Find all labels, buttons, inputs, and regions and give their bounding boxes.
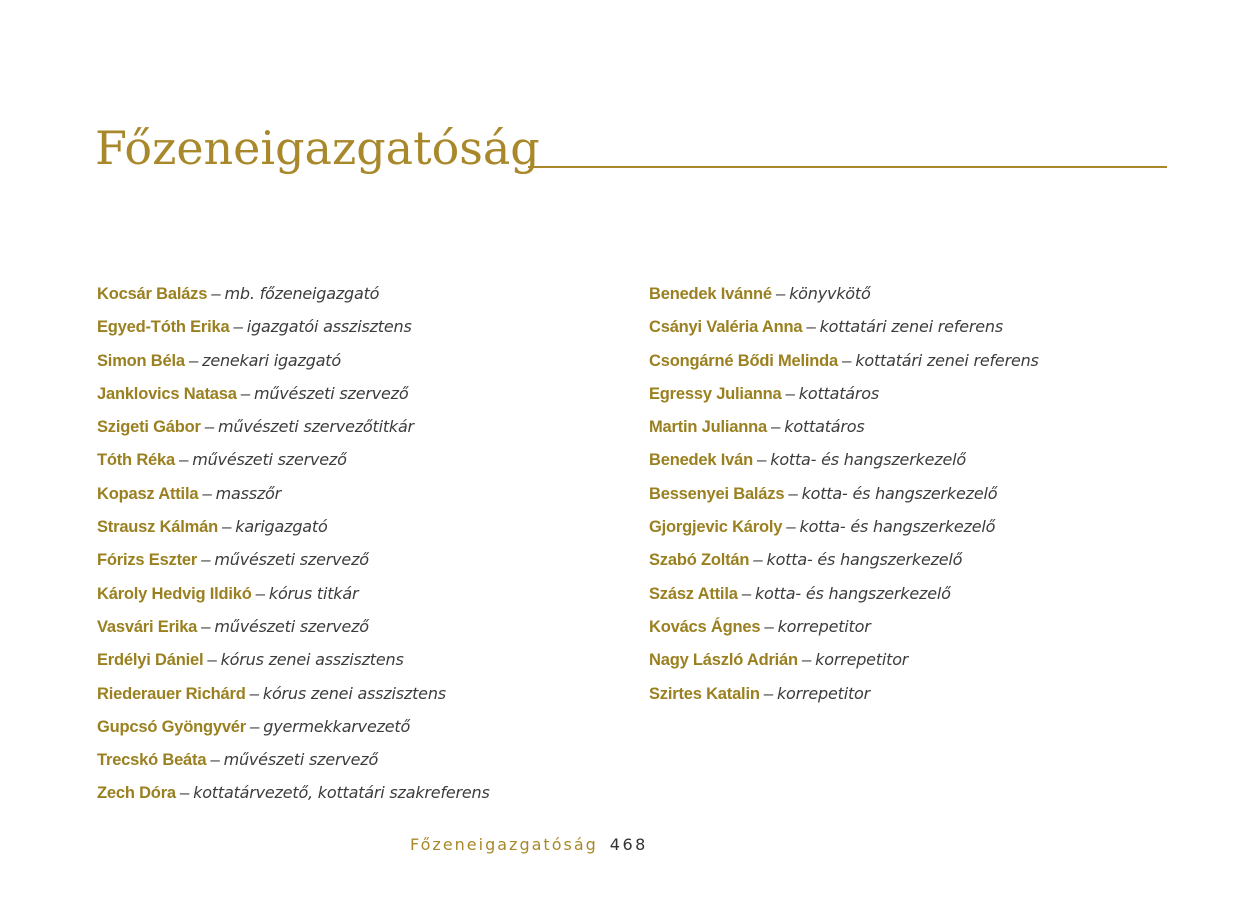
dash-separator: –	[202, 483, 212, 503]
staff-entry	[97, 380, 617, 413]
dash-separator: –	[240, 383, 250, 403]
staff-name: Csongárné Bődi Melinda	[649, 351, 839, 370]
staff-role: karigazgató	[235, 517, 328, 537]
staff-role: kórus zenei asszisztens	[220, 650, 404, 670]
dash-separator: –	[210, 750, 220, 770]
staff-role: kotta- és hangszerkezelő	[770, 450, 966, 470]
staff-entry	[97, 280, 617, 313]
staff-name: Tóth Réka	[97, 451, 175, 470]
staff-name: Szász Attila	[649, 584, 738, 603]
staff-role: korrepetitor	[777, 616, 871, 636]
staff-entry	[97, 413, 617, 446]
staff-name: Riederauer Richárd	[97, 684, 246, 703]
staff-entry	[97, 746, 617, 779]
staff-name: Trecskó Beáta	[97, 751, 207, 770]
staff-role: művészeti szervező	[192, 450, 347, 470]
staff-name: Gjorgjevic Károly	[649, 518, 783, 537]
dash-separator: –	[233, 317, 243, 337]
staff-entry	[649, 646, 1209, 679]
staff-role: korrepetitor	[815, 650, 909, 670]
staff-entry	[649, 580, 1209, 613]
staff-name: Kocsár Balázs	[97, 285, 208, 303]
staff-entry	[649, 546, 1209, 579]
footer-section-title: Főzeneigazgatóság	[410, 835, 598, 854]
staff-name: Erdélyi Dániel	[97, 651, 204, 670]
dash-separator: –	[801, 650, 812, 670]
staff-role: művészeti szervezőtitkár	[218, 417, 414, 437]
staff-role: kórus titkár	[268, 583, 359, 603]
staff-role: mb. főzeneigazgató	[224, 284, 380, 303]
staff-entry	[97, 480, 617, 513]
staff-entry	[97, 779, 617, 812]
staff-entry	[97, 513, 617, 546]
staff-name: Zech Dóra	[97, 784, 176, 803]
staff-entry	[97, 680, 617, 713]
dash-separator: –	[255, 583, 265, 603]
dash-separator: –	[806, 317, 816, 337]
staff-name: Benedek Ivánné	[649, 285, 772, 303]
staff-role: kotta- és hangszerkezelő	[766, 550, 963, 570]
staff-name: Egyed-Tóth Erika	[97, 318, 230, 337]
staff-role: zenekari igazgató	[202, 350, 341, 370]
dash-separator: –	[788, 483, 798, 503]
staff-entry	[97, 546, 617, 579]
staff-entry	[97, 713, 617, 746]
staff-role: művészeti szervező	[214, 550, 369, 570]
staff-role: kottatárvezető, kottatári szakreferens	[193, 783, 490, 803]
dash-separator: –	[786, 517, 796, 537]
staff-entry	[97, 613, 617, 646]
dash-separator: –	[842, 350, 852, 370]
page-number: 468	[609, 835, 648, 854]
staff-name: Kovács Ágnes	[649, 617, 761, 636]
dash-separator: –	[250, 716, 260, 736]
staff-name: Fórizs Eszter	[97, 551, 198, 570]
staff-entry	[649, 480, 1209, 513]
staff-name: Martin Julianna	[649, 418, 768, 437]
staff-entry	[649, 680, 1209, 713]
dash-separator: –	[756, 450, 767, 470]
staff-entry	[97, 580, 617, 613]
staff-role: kotta- és hangszerkezelő	[801, 483, 998, 503]
staff-name: Gupcsó Gyöngyvér	[97, 717, 247, 736]
staff-entry	[97, 313, 617, 346]
staff-list-right	[649, 280, 1209, 713]
staff-entry	[97, 446, 617, 479]
dash-separator: –	[763, 683, 773, 703]
staff-entry	[97, 646, 617, 679]
staff-name: Nagy László Adrián	[649, 651, 798, 670]
dash-separator: –	[771, 417, 781, 437]
staff-entry	[649, 280, 1209, 313]
staff-role: kottatáros	[798, 383, 879, 403]
staff-role: kottatáros	[784, 417, 865, 437]
staff-role: művészeti szervező	[223, 750, 379, 770]
title-underline-rule	[528, 166, 1167, 168]
staff-role: igazgatói asszisztens	[246, 317, 412, 337]
staff-role: masszőr	[215, 483, 282, 503]
dash-separator: –	[741, 583, 751, 603]
staff-entry	[97, 347, 617, 380]
staff-entry	[649, 313, 1209, 346]
staff-name: Bessenyei Balázs	[649, 484, 785, 503]
staff-list-left	[97, 280, 617, 813]
staff-name: Károly Hedvig Ildikó	[97, 584, 252, 603]
dash-separator: –	[753, 550, 763, 570]
staff-name: Vasvári Erika	[97, 617, 198, 636]
staff-entry	[649, 380, 1209, 413]
staff-role: könyvkötő	[789, 284, 871, 303]
dash-separator: –	[249, 683, 259, 703]
dash-separator: –	[179, 783, 190, 803]
dash-separator: –	[178, 450, 189, 470]
staff-entry	[649, 513, 1209, 546]
dash-separator: –	[222, 517, 232, 537]
staff-role: kottatári zenei referens	[819, 317, 1003, 337]
staff-role: kotta- és hangszerkezelő	[799, 517, 996, 537]
dash-separator: –	[204, 417, 215, 437]
staff-role: kottatári zenei referens	[855, 350, 1039, 370]
staff-entry	[649, 347, 1209, 380]
staff-name: Csányi Valéria Anna	[649, 318, 803, 337]
staff-entry	[649, 446, 1209, 479]
staff-role: korrepetitor	[776, 683, 870, 703]
staff-entry	[649, 613, 1209, 646]
staff-name: Strausz Kálmán	[97, 518, 218, 537]
dash-separator: –	[207, 650, 217, 670]
staff-name: Szabó Zoltán	[649, 551, 750, 570]
staff-role: gyermekkarvezető	[263, 716, 411, 736]
page-title: Főzeneigazgatóság	[95, 121, 540, 175]
staff-entry	[649, 413, 1209, 446]
dash-separator: –	[775, 284, 786, 303]
staff-role: művészeti szervező	[253, 383, 409, 403]
dash-separator: –	[764, 616, 774, 636]
dash-separator: –	[785, 383, 795, 403]
staff-name: Benedek Iván	[649, 451, 753, 470]
page-footer	[410, 833, 648, 857]
staff-name: Szigeti Gábor	[97, 418, 201, 437]
dash-separator: –	[188, 350, 199, 370]
staff-role: művészeti szervező	[214, 616, 369, 636]
dash-separator: –	[201, 616, 211, 636]
staff-name: Szirtes Katalin	[649, 684, 760, 703]
staff-name: Kopasz Attila	[97, 484, 199, 503]
staff-name: Janklovics Natasa	[97, 384, 237, 403]
dash-separator: –	[211, 284, 221, 303]
staff-role: kotta- és hangszerkezelő	[754, 583, 951, 603]
dash-separator: –	[201, 550, 211, 570]
staff-name: Simon Béla	[97, 351, 185, 370]
staff-name: Egressy Julianna	[649, 384, 782, 403]
staff-role: kórus zenei asszisztens	[262, 683, 446, 703]
